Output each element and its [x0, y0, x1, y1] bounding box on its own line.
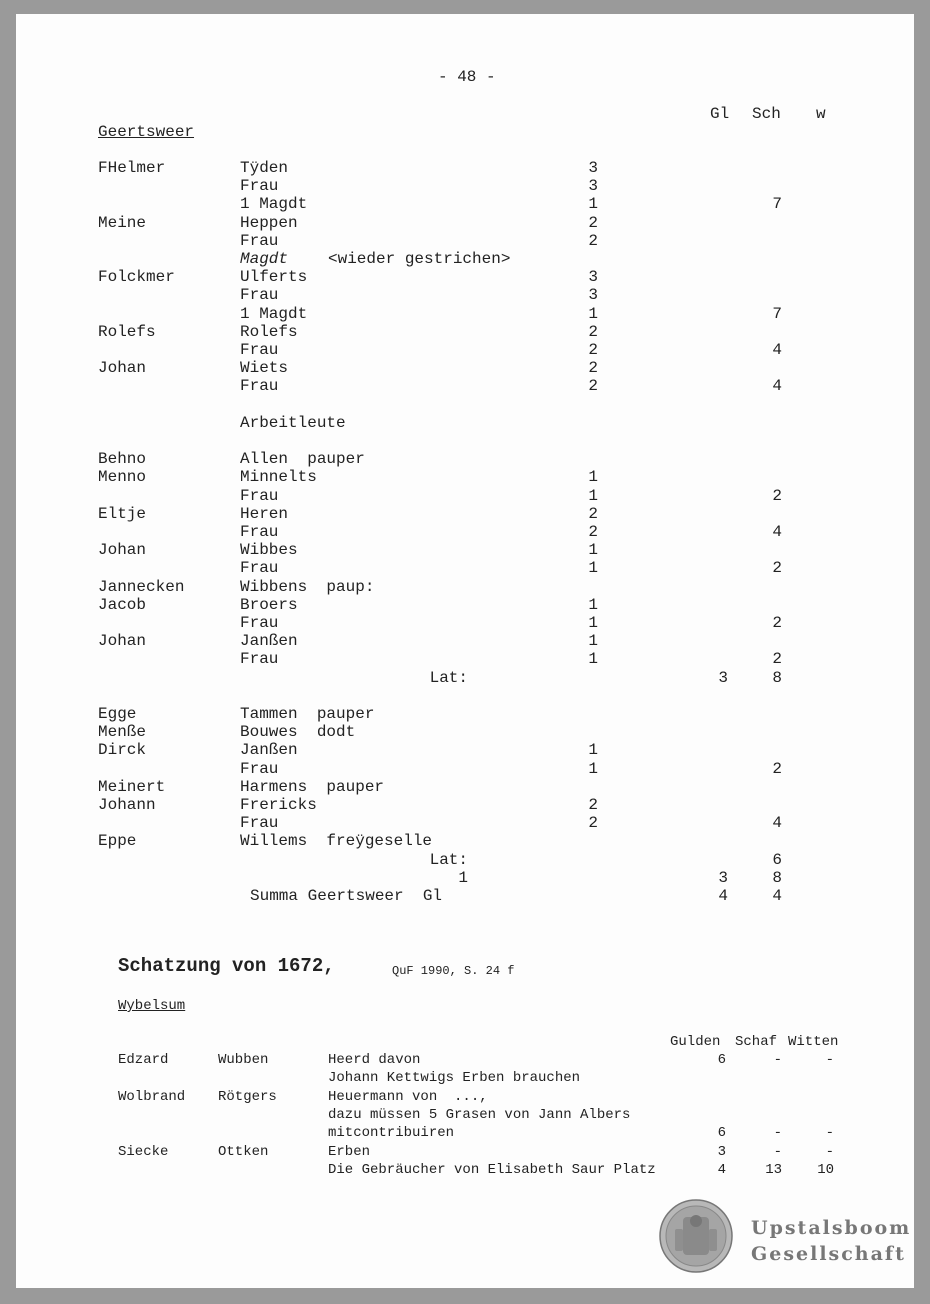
last-name: Ulferts: [240, 268, 308, 287]
schatzung-heading: Schatzung von 1672,: [118, 955, 335, 977]
last-name: Wubben: [218, 1052, 269, 1068]
page-number: - 48 -: [438, 68, 496, 86]
value-col1: 1: [588, 195, 598, 214]
last-name: Frau: [240, 486, 279, 505]
editor-note: <wieder gestrichen>: [328, 250, 511, 268]
first-name: FHelmer: [98, 159, 166, 177]
col-header-gl: Gl: [710, 105, 730, 123]
value-sch: 4: [772, 377, 782, 396]
value-sch: 4: [772, 523, 782, 541]
value-gulden: 6: [717, 1052, 726, 1068]
value-col1: 1: [588, 468, 598, 487]
value-gl: 4: [718, 887, 728, 905]
value-col1: 3: [588, 177, 598, 196]
value-col1: 2: [588, 213, 598, 232]
last-name: Wibbens paup:: [240, 577, 375, 596]
value-col1: 1: [588, 650, 598, 669]
value-col1: 1: [588, 486, 598, 505]
first-name: Rolefs: [98, 322, 156, 341]
section-title: Geertsweer: [98, 123, 195, 141]
subtotal-label: Lat:: [429, 850, 468, 869]
col-header-witten: Witten: [788, 1034, 839, 1050]
logo-text-line2: Gesellschaft: [751, 1243, 906, 1265]
last-name: Bouwes dodt: [240, 723, 356, 742]
col-header-gulden: Gulden: [670, 1034, 721, 1050]
first-name: Dirck: [98, 741, 147, 760]
last-name: Frau: [240, 286, 279, 305]
first-name: Johan: [98, 632, 147, 651]
first-name: Menno: [98, 468, 147, 487]
last-name: Frau: [240, 231, 279, 250]
value-sch: 2: [772, 486, 782, 505]
last-name: Heppen: [240, 213, 298, 232]
last-name: Janßen: [240, 632, 298, 651]
value-sch: 8: [772, 868, 782, 887]
value-sch: 4: [772, 887, 782, 905]
value-col1: 1: [588, 559, 598, 578]
value-sch: 7: [772, 304, 782, 323]
entry-description: Heuermann von ...,: [328, 1088, 488, 1105]
value-sch: 2: [772, 759, 782, 778]
place-title: Wybelsum: [118, 998, 186, 1014]
value-witten: -: [825, 1143, 834, 1160]
first-name: Egge: [98, 705, 137, 723]
value-gulden: 6: [717, 1125, 726, 1142]
first-name: Johann: [98, 796, 156, 814]
col-header-sch: Sch: [752, 105, 781, 123]
value-col1: 2: [588, 359, 598, 378]
subtotal-label: Lat:: [429, 668, 468, 687]
entry-description: Die Gebräucher von Elisabeth Saur Platz: [328, 1161, 656, 1178]
last-name: Willems freÿgeselle: [240, 832, 433, 851]
last-name: Tammen pauper: [240, 705, 375, 723]
last-name: Broers: [240, 595, 298, 614]
last-name: Frau: [240, 614, 279, 632]
last-name: Frau: [240, 523, 279, 541]
last-name: Allen pauper: [240, 450, 365, 469]
value-col1: 1: [588, 595, 598, 614]
last-name: Ottken: [218, 1143, 269, 1160]
value-col1: 1: [588, 541, 598, 560]
last-name: 1 Magdt: [240, 195, 308, 214]
entry-description: dazu müssen 5 Grasen von Jann Albers: [328, 1106, 631, 1123]
last-name: Frau: [240, 650, 279, 669]
value-col1: 2: [588, 322, 598, 341]
source-reference: QuF 1990, S. 24 f: [392, 964, 515, 978]
value-col1: 3: [588, 286, 598, 305]
first-name: Behno: [98, 450, 147, 469]
subtotal-label: 1: [458, 868, 468, 887]
first-name: Wolbrand: [118, 1088, 186, 1105]
value-schaf: -: [773, 1125, 782, 1142]
value-schaf: 13: [765, 1161, 782, 1178]
value-gulden: 4: [717, 1161, 726, 1178]
value-witten: 10: [817, 1161, 834, 1178]
value-col1: 1: [588, 632, 598, 651]
summa-label: Summa Geertsweer Gl: [250, 887, 443, 905]
first-name: Johan: [98, 359, 147, 378]
last-name: Frau: [240, 814, 279, 833]
seal-logo: [659, 1199, 733, 1273]
last-name: Rötgers: [218, 1088, 277, 1105]
value-sch: 8: [772, 668, 782, 687]
last-name: Frau: [240, 759, 279, 778]
logo-text-line1: Upstalsboom: [751, 1217, 912, 1239]
value-col1: 1: [588, 304, 598, 323]
value-col1: 2: [588, 231, 598, 250]
value-col1: 2: [588, 796, 598, 814]
last-name: Frau: [240, 341, 279, 359]
last-name: Janßen: [240, 741, 298, 760]
value-schaf: -: [773, 1052, 782, 1068]
first-name: Meine: [98, 213, 147, 232]
value-sch: 4: [772, 341, 782, 359]
value-gl: 3: [718, 868, 728, 887]
first-name: Eltje: [98, 504, 147, 523]
last-name: Frau: [240, 377, 279, 396]
first-name: Folckmer: [98, 268, 175, 287]
value-sch: 2: [772, 614, 782, 632]
document-page: [16, 14, 914, 1288]
value-gl: 3: [718, 668, 728, 687]
last-name: Rolefs: [240, 322, 298, 341]
first-name: Siecke: [118, 1143, 169, 1160]
value-schaf: -: [773, 1143, 782, 1160]
value-col1: 3: [588, 268, 598, 287]
value-col1: 1: [588, 759, 598, 778]
value-sch: 2: [772, 650, 782, 669]
first-name: Jacob: [98, 595, 147, 614]
first-name: Johan: [98, 541, 147, 560]
first-name: Eppe: [98, 832, 137, 851]
last-name: Tÿden: [240, 159, 289, 177]
value-witten: -: [825, 1052, 834, 1068]
value-sch: 6: [772, 850, 782, 869]
last-name: Wiets: [240, 359, 289, 378]
first-name: Edzard: [118, 1052, 169, 1068]
last-name: 1 Magdt: [240, 304, 308, 323]
value-col1: 2: [588, 523, 598, 541]
last-name: Heren: [240, 504, 289, 523]
value-col1: 2: [588, 504, 598, 523]
value-sch: 2: [772, 559, 782, 578]
value-col1: 2: [588, 377, 598, 396]
struck-entry: Magdt: [240, 250, 289, 268]
value-gulden: 3: [717, 1143, 726, 1160]
last-name: Arbeitleute: [240, 413, 346, 432]
value-col1: 1: [588, 614, 598, 632]
value-sch: 7: [772, 195, 782, 214]
first-name: Jannecken: [98, 577, 185, 596]
value-col1: 1: [588, 741, 598, 760]
entry-description: Heerd davon: [328, 1052, 421, 1068]
last-name: Frau: [240, 177, 279, 196]
col-header-schaf: Schaf: [735, 1034, 778, 1050]
last-name: Frericks: [240, 796, 317, 814]
entry-description: Johann Kettwigs Erben brauchen: [328, 1070, 581, 1087]
value-col1: 2: [588, 814, 598, 833]
first-name: Menße: [98, 723, 147, 742]
first-name: Meinert: [98, 777, 166, 796]
entry-description: Erben: [328, 1143, 371, 1160]
entry-description: mitcontribuiren: [328, 1125, 455, 1142]
value-col1: 3: [588, 159, 598, 177]
value-sch: 4: [772, 814, 782, 833]
last-name: Frau: [240, 559, 279, 578]
last-name: Minnelts: [240, 468, 317, 487]
last-name: Wibbes: [240, 541, 298, 560]
value-witten: -: [825, 1125, 834, 1142]
col-header-w: w: [816, 105, 826, 123]
value-col1: 2: [588, 341, 598, 359]
last-name: Harmens pauper: [240, 777, 385, 796]
